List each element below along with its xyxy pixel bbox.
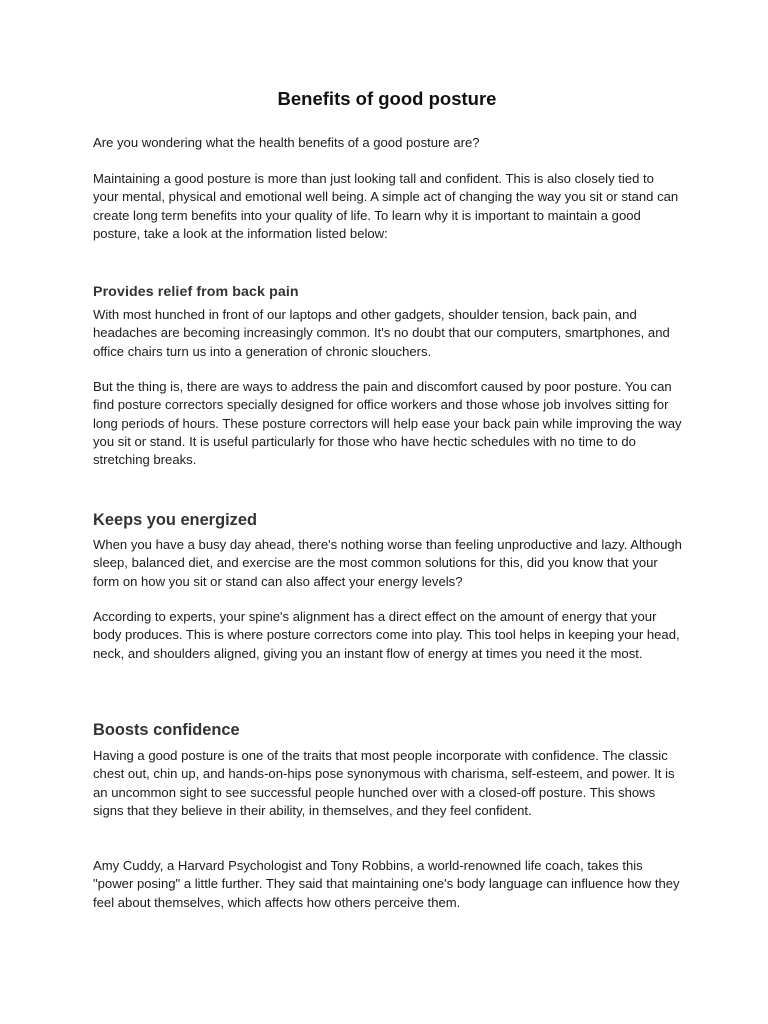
section-heading-confidence: Boosts confidence [93, 721, 240, 739]
section-heading-energized: Keeps you energized [93, 511, 257, 529]
confidence-paragraph-1: Having a good posture is one of the traits that most people incorporate with confidence. The classic chest out, chin up, and hands-on-hips pose synonymous with charisma, self-esteem, and power. It is an uncommon sight to see successful people hunched over with a closed-off posture. This shows signs that they believe in their ability, in themselves, and they feel confident. [93, 748, 675, 818]
intro-paragraph: Maintaining a good posture is more than just looking tall and confident. This is also closely tied to your mental, physical and emotional well being. A simple act of changing the way you sit or stand can create long term benefits into your quality of life. To learn why it is important to maintain a good posture, take a look at the information listed below: [93, 171, 679, 241]
energized-paragraph-1: When you have a busy day ahead, there's nothing worse than feeling unproductive and lazy. Although sleep, balanced diet, and exercise are the most common solutions for this, did you know that your form on how you sit or stand can also affect your energy levels? [93, 537, 682, 589]
energized-paragraph-2: According to experts, your spine's alignment has a direct effect on the amount of energy that your body produces. This is where posture correctors come into play. This tool helps in keeping your head, neck, and shoulders aligned, giving you an instant flow of energy at times you need it the most. [93, 609, 680, 661]
section-heading-back-pain: Provides relief from back pain [93, 284, 299, 300]
back-pain-paragraph-2: But the thing is, there are ways to address the pain and discomfort caused by poor posture. You can find posture correctors specially designed for office workers and those whose job involves sitting for long periods of hours. These posture correctors will help ease your back pain while improving the way you sit or stand. It is useful particularly for those who have hectic schedules with no time to do stretching breaks. [93, 379, 682, 468]
intro-question: Are you wondering what the health benefits of a good posture are? [93, 135, 480, 150]
page-title: Benefits of good posture [277, 88, 497, 109]
back-pain-paragraph-1: With most hunched in front of our laptops and other gadgets, shoulder tension, back pain, and headaches are becoming increasingly common. It's no doubt that our computers, smartphones, and office chairs turn us into a generation of chronic slouchers. [93, 307, 670, 359]
confidence-paragraph-2: Amy Cuddy, a Harvard Psychologist and Tony Robbins, a world-renowned life coach, takes this "power posing" a little further. They said that maintaining one's body language can influence how they feel about themselves, which affects how others perceive them. [93, 858, 680, 910]
